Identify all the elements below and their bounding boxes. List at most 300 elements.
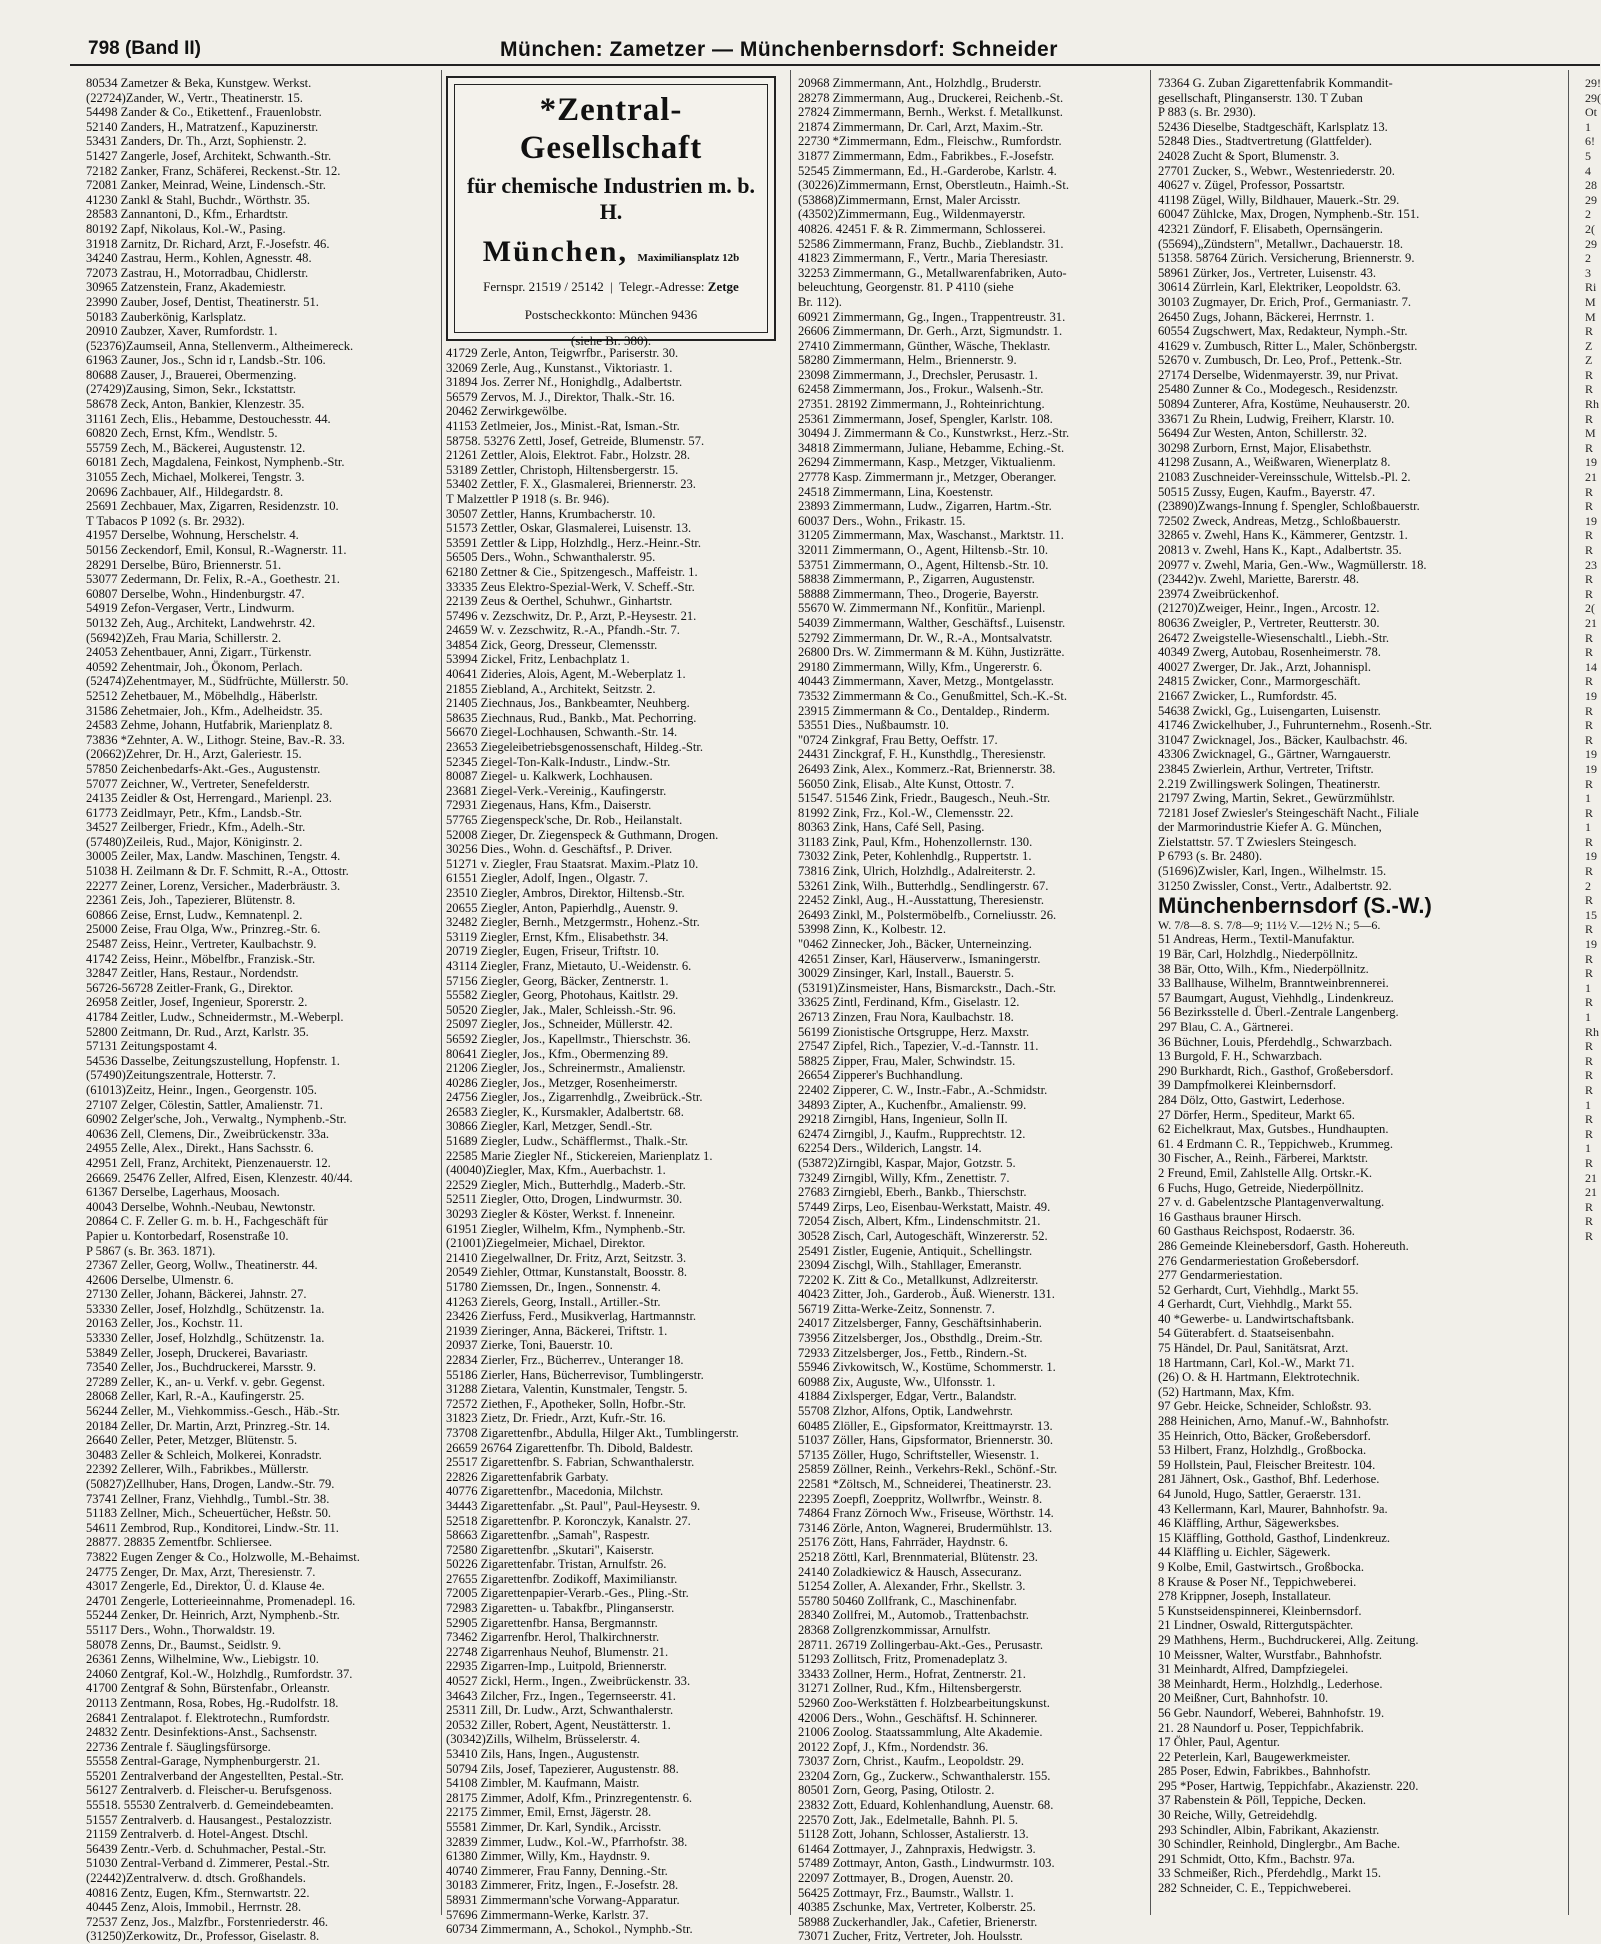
directory-entry: 52 Gerhardt, Curt, Viehhdlg., Markt 55. <box>1158 1282 1359 1297</box>
directory-entry: 26606 Zimmermann, Dr. Gerh., Arzt, Sigmundstr. 1. <box>798 324 1063 339</box>
directory-entry: 52518 Zigarettenfbr. P. Koronczyk, Kanalstr. 27. <box>446 1513 691 1528</box>
directory-entry: 24017 Zitzelsberger, Fanny, Geschäftsinhaberin. <box>798 1316 1042 1331</box>
edge-fragment: R <box>1585 1155 1594 1170</box>
edge-fragment: 2 <box>1585 251 1591 266</box>
directory-entry: 61773 Zeidlmayr, Petr., Kfm., Landsb.-Str. <box>86 805 303 820</box>
directory-entry: 54 Güterabfert. d. Staatseisenbahn. <box>1158 1326 1335 1341</box>
directory-entry: 29 Mathhens, Herm., Buchdruckerei, Allg. Zeitung. <box>1158 1632 1419 1647</box>
edge-fragment: 21 <box>1585 470 1597 485</box>
directory-entry: 6 Fuchs, Hugo, Getreide, Niederpöllnitz. <box>1158 1180 1364 1195</box>
directory-entry: 64 Junold, Hugo, Sattler, Geraerstr. 131. <box>1158 1487 1362 1501</box>
directory-entry: 41198 Zügel, Willy, Bildhauer, Mauerk.-Str. 29. <box>1158 192 1400 207</box>
directory-entry: 30483 Zeller & Schleich, Molkerei, Konradstr. <box>86 1447 322 1462</box>
directory-entry: (51696)Zwisler, Karl, Ingen., Wilhelmstr. 15. <box>1158 864 1387 879</box>
directory-entry: 52545 Zimmermann, Ed., H.-Garderobe, Karlstr. 4. <box>798 163 1057 178</box>
edge-fragment: 1 <box>1585 980 1591 995</box>
directory-entry: 30507 Zettler, Hanns, Krumbacherstr. 10. <box>446 506 656 521</box>
directory-entry: 20813 v. Zwehl, Hans K., Kapt., Adalbertstr. 35. <box>1158 543 1402 557</box>
edge-fragment: 15 <box>1585 907 1597 922</box>
directory-entry: 40445 Zenz, Alois, Immobil., Herrnstr. 28. <box>86 1900 302 1915</box>
ad-city <box>455 235 767 269</box>
directory-entry: 55670 W. Zimmermann Nf., Konfitür., Marienpl. <box>798 601 1046 616</box>
directory-entry: 53119 Ziegler, Ernst, Kfm., Elisabethstr. 34. <box>446 929 669 944</box>
directory-entry: 24659 W. v. Zezschwitz, R.-A., Pfandh.-Str. 7. <box>446 623 680 638</box>
directory-entry: 62474 Zirngibl, J., Kaufm., Rupprechtstr. 12. <box>798 1126 1026 1141</box>
directory-entry: 55708 Zlzhor, Alfons, Optik, Landwehrstr. <box>798 1404 1013 1419</box>
edge-fragment: R <box>1585 834 1594 849</box>
directory-entry: 32069 Zerle, Aug., Kunstanst., Viktoriastr. 1. <box>446 360 673 375</box>
directory-entry: 22277 Zeiner, Lorenz, Versicher., Maderbräustr. 3. <box>86 878 341 893</box>
directory-entry: 22748 Zigarrenhaus Neuhof, Blumenstr. 21. <box>446 1644 669 1659</box>
directory-entry: 24955 Zelle, Alex., Direkt., Hans Sachsstr. 6. <box>86 1141 314 1156</box>
directory-entry: 277 Gendarmeriestation. <box>1158 1268 1283 1283</box>
edge-fragment: Z <box>1585 353 1593 368</box>
edge-fragment: 1 <box>1585 1097 1591 1112</box>
directory-entry: 56505 Ders., Wohn., Schwanthalerstr. 95. <box>446 550 656 565</box>
directory-entry: 20968 Zimmermann, Ant., Holzhdlg., Bruderstr. <box>798 76 1042 90</box>
directory-entry: 30 Fischer, A., Reinh., Färberei, Marktstr. <box>1158 1151 1369 1166</box>
directory-entry: 42651 Zinser, Karl, Häuserverw., Ismaningerstr. <box>798 951 1041 966</box>
directory-entry: 30965 Zatzenstein, Franz, Akademiestr. <box>86 280 287 295</box>
directory-entry: 30183 Zimmerer, Fritz, Ingen., F.-Josefstr. 28. <box>446 1878 679 1893</box>
directory-entry: 43017 Zengerle, Ed., Direktor, Ü. d. Klause 4e. <box>86 1579 325 1594</box>
directory-entry: (61013)Zeitz, Heinr., Ingen., Georgenstr. 105. <box>86 1082 317 1097</box>
directory-entry: 50156 Zeckendorf, Emil, Konsul, R.-Wagnerstr. 11. <box>86 543 347 557</box>
directory-entry: 61464 Zottmayer, J., Zahnpraxis, Hedwigstr. 3. <box>798 1841 1036 1856</box>
directory-entry: 40423 Zitter, Joh., Garderob., Äuß. Wienerstr. 131. <box>798 1287 1055 1302</box>
directory-entry: 73364 G. Zuban Zigarettenfabrik Kommandit- <box>1158 76 1393 90</box>
directory-entry: 40443 Zimmermann, Xaver, Metzg., Montgelasstr. <box>798 674 1054 689</box>
directory-entry: 56 Bezirksstelle d. Überl.-Zentrale Langenberg. <box>1158 1005 1399 1020</box>
column-4-entries <box>1158 76 1548 893</box>
directory-entry: 31894 Jos. Zerrer Nf., Honighdlg., Adalbertstr. <box>446 375 683 390</box>
edge-fragment: 2 <box>1585 878 1591 893</box>
directory-entry: 50515 Zussy, Eugen, Kaufm., Bayerstr. 47. <box>1158 484 1376 499</box>
directory-entry: 72054 Zisch, Albert, Kfm., Lindenschmitstr. 21. <box>798 1214 1041 1229</box>
directory-entry: 50894 Zunterer, Afra, Kostüme, Neuhauserstr. 20. <box>1158 397 1411 412</box>
directory-entry: 73146 Zörle, Anton, Wagnerei, Brudermühlstr. 13. <box>798 1520 1053 1535</box>
directory-entry: 40592 Zehentmair, Joh., Ökonom, Perlach. <box>86 659 303 674</box>
directory-entry: 40286 Ziegler, Jos., Metzger, Rosenheimerstr. <box>446 1075 678 1090</box>
directory-entry: 9 Kolbe, Emil, Gastwirtsch., Großbocka. <box>1158 1559 1365 1574</box>
directory-entry: 58758. 53276 Zettl, Josef, Getreide, Blumenstr. 57. <box>446 433 705 448</box>
directory-entry: 53330 Zeller, Josef, Holzhdlg., Schützenstr. 1a. <box>86 1301 325 1316</box>
directory-entry: 19 Bär, Carl, Holzhdlg., Niederpöllnitz. <box>1158 947 1358 962</box>
directory-entry: (53191)Zinsmeister, Hans, Bismarckstr., Dach.-Str. <box>798 980 1056 995</box>
directory-entry: 53591 Zettler & Lipp, Holzhdlg., Herz.-Heinr.-Str. <box>446 535 701 550</box>
directory-entry: 50794 Zils, Josef, Tapezierer, Augustenstr. 88. <box>446 1761 679 1776</box>
directory-entry: 52800 Zeitmann, Dr. Rud., Arzt, Karlstr. 35. <box>86 1024 309 1039</box>
directory-entry: 41742 Zeiss, Heinr., Möbelfbr., Franzisk.-Str. <box>86 951 316 966</box>
directory-entry: 288 Heinichen, Arno, Manuf.-W., Bahnhofstr. <box>1158 1414 1390 1429</box>
directory-entry: 72182 Zanker, Franz, Schäferei, Reckenst.-Str. 12. <box>86 163 341 178</box>
directory-entry: 54498 Zander & Co., Etikettenf., Frauenlobstr. <box>86 105 322 120</box>
edge-fragment: R <box>1585 1126 1594 1141</box>
directory-entry: T Malzettler P 1918 (s. Br. 946). <box>446 491 610 506</box>
directory-entry: 38 Bär, Otto, Wilh., Kfm., Niederpöllnitz. <box>1158 961 1369 976</box>
directory-entry: (30342)Zills, Wilhelm, Brüsselerstr. 4. <box>446 1732 641 1747</box>
directory-entry: 23094 Zischgl, Wilh., Stahllager, Emeranstr. <box>798 1258 1022 1273</box>
ad-frame <box>454 84 768 348</box>
directory-entry: Br. 112). <box>798 294 842 309</box>
directory-entry: 21159 Zentralverb. d. Hotel-Angest. Dtschl. <box>86 1827 308 1842</box>
edge-fragment: R <box>1585 572 1594 587</box>
edge-fragment: Ot <box>1585 105 1597 120</box>
directory-entry: P 883 (s. Br. 2930). <box>1158 105 1256 120</box>
directory-entry: 42006 Ders., Wohn., Geschäftsf. H. Schinnerer. <box>798 1710 1038 1725</box>
directory-entry: 28068 Zeller, Karl, R.-A., Kaufingerstr. 25. <box>86 1389 305 1404</box>
directory-entry: 30298 Zurborn, Ernst, Major, Elisabethstr. <box>1158 440 1372 455</box>
directory-entry: 20462 Zerwirkgewölbe. <box>446 404 568 419</box>
directory-entry: 56494 Zur Westen, Anton, Schillerstr. 32. <box>1158 426 1367 441</box>
directory-entry: 72005 Zigarettenpapier-Verarb.-Ges., Pling.-Str. <box>446 1586 689 1601</box>
directory-entry: 22175 Zimmer, Emil, Ernst, Jägerstr. 28. <box>446 1805 652 1820</box>
directory-entry: 22834 Zierler, Frz., Bücherrev., Unteranger 18. <box>446 1352 684 1367</box>
directory-entry: 57696 Zimmermann-Werke, Karlstr. 37. <box>446 1907 649 1922</box>
edge-fragment: Rh <box>1585 1024 1600 1039</box>
directory-entry: 73822 Eugen Zenger & Co., Holzwolle, M.-Behaimst. <box>86 1549 360 1564</box>
directory-entry: 22736 Zentrale f. Säuglingsfürsorge. <box>86 1739 271 1754</box>
directory-entry: 26659 26764 Zigarettenfbr. Th. Dibold, Baldestr. <box>446 1440 694 1455</box>
directory-entry: 21. 28 Naundorf u. Poser, Teppichfabrik. <box>1158 1720 1364 1735</box>
directory-entry: 22 Peterlein, Karl, Baugewerkmeister. <box>1158 1749 1351 1764</box>
edge-fragment: R <box>1585 703 1594 718</box>
directory-entry: 23681 Ziegel-Verk.-Vereinig., Kaufingerstr. <box>446 783 667 798</box>
directory-entry: 60485 Zlöller, E., Gipsformator, Kreittmayrstr. 13. <box>798 1418 1053 1433</box>
edge-fragment: 2( <box>1585 221 1595 236</box>
edge-fragment: 2( <box>1585 601 1595 616</box>
directory-entry: 22529 Ziegler, Mich., Butterhdlg., Maderb.-Str. <box>446 1177 686 1192</box>
directory-entry: 39 Dampfmolkerei Kleinbernsdorf. <box>1158 1078 1337 1093</box>
directory-entry: 32839 Zimmer, Ludw., Kol.-W., Pfarrhofstr. 38. <box>446 1834 688 1849</box>
directory-entry: 38 Meinhardt, Herm., Holzhdlg., Lederhose. <box>1158 1676 1383 1691</box>
directory-entry: P 6793 (s. Br. 2480). <box>1158 849 1263 864</box>
directory-entry: 80363 Zink, Hans, Café Sell, Pasing. <box>798 820 985 835</box>
directory-entry: 61951 Ziegler, Wilhelm, Kfm., Nymphenb.-Str. <box>446 1221 686 1236</box>
directory-entry: (21270)Zweiger, Heinr., Ingen., Arcostr. 12. <box>1158 601 1380 616</box>
directory-entry: 28877. 28835 Zementfbr. Schliersee. <box>86 1535 273 1550</box>
directory-entry: 2 Freund, Emil, Zahlstelle Allg. Ortskr.-K. <box>1158 1165 1373 1180</box>
directory-entry: 21405 Ziechnaus, Jos., Bankbeamter, Neuhberg. <box>446 696 690 711</box>
directory-entry: 73071 Zucher, Fritz, Vertreter, Joh. Houlsstr. <box>798 1929 1023 1944</box>
directory-entry: (52) Hartmann, Max, Kfm. <box>1158 1384 1295 1399</box>
directory-entry: 20937 Zierke, Toni, Bauerstr. 10. <box>446 1338 613 1353</box>
directory-entry: 26669. 25476 Zeller, Alfred, Eisen, Klenzestr. 40/44. <box>86 1170 353 1185</box>
edge-fragment: R <box>1585 951 1594 966</box>
directory-entry: 32847 Zeitler, Hans, Restaur., Nordendstr. <box>86 966 299 981</box>
directory-entry: der Marmorindustrie Kiefer A. G. München, <box>1158 820 1382 835</box>
directory-entry: 73741 Zellner, Franz, Viehhdlg., Tumbl.-Str. 38. <box>86 1491 330 1506</box>
directory-entry: 26583 Ziegler, K., Kursmakler, Adalbertstr. 68. <box>446 1104 684 1119</box>
directory-entry: 36 Büchner, Louis, Pferdehdlg., Schwarzbach. <box>1158 1034 1393 1049</box>
column-1 <box>86 76 441 1944</box>
edge-fragment: R <box>1585 324 1594 339</box>
directory-entry: 31288 Zietara, Valentin, Kunstmaler, Tengstr. 5. <box>446 1382 688 1397</box>
directory-entry: 57850 Zeichenbedarfs-Akt.-Ges., Augustenstr. <box>86 761 321 776</box>
ad-subtitle: für chemische Industrien m. b. H. <box>466 173 756 224</box>
directory-entry: 26361 Zenns, Wilhelmine, Ww., Liebigstr. 10. <box>86 1652 319 1667</box>
edge-fragment: R <box>1585 1112 1594 1127</box>
directory-entry: 80192 Zapf, Nikolaus, Kol.-W., Pasing. <box>86 221 286 236</box>
directory-entry: 52008 Zieger, Dr. Ziegenspeck & Guthmann, Drogen. <box>446 827 719 842</box>
directory-entry: 73532 Zimmermann & Co., Genußmittel, Sch.-K.-St. <box>798 688 1067 703</box>
directory-entry: 55759 Zech, M., Bäckerei, Augustenstr. 12. <box>86 440 306 455</box>
directory-entry: 20163 Zeller, Jos., Kochstr. 11. <box>86 1316 243 1331</box>
directory-entry: 60037 Ders., Wohn., Frikastr. 15. <box>798 513 966 528</box>
directory-entry: 60820 Zech, Ernst, Kfm., Wendlstr. 5. <box>86 426 278 441</box>
directory-entry: 23990 Zauber, Josef, Dentist, Theatinerstr. 51. <box>86 294 319 309</box>
directory-entry: 32253 Zimmermann, G., Metallwarenfabriken, Auto- <box>798 265 1067 280</box>
directory-entry: 24701 Zengerle, Lotterieeinnahme, Promenadepl. 16. <box>86 1593 356 1608</box>
directory-entry: 51271 v. Ziegler, Frau Staatsrat. Maxim.-Platz 10. <box>446 856 699 871</box>
directory-entry: 73540 Zeller, Jos., Buchdruckerei, Marsstr. 9. <box>86 1360 316 1375</box>
directory-entry: 27130 Zeller, Johann, Bäckerei, Jahnstr. 27. <box>86 1287 307 1302</box>
edge-fragment: Z <box>1585 338 1593 353</box>
directory-entry: (23890)Zwangs-Innung f. Spengler, Schloßbauerstr. <box>1158 499 1420 514</box>
directory-entry: 40740 Zimmerer, Frau Fanny, Denning.-Str. <box>446 1863 668 1878</box>
directory-entry: 20864 C. F. Zeller G. m. b. H., Fachgeschäft für <box>86 1214 328 1229</box>
directory-entry: 20 Meißner, Curt, Bahnhofstr. 10. <box>1158 1691 1329 1706</box>
edge-fragment: R <box>1585 805 1594 820</box>
directory-entry: (40040)Ziegler, Max, Kfm., Auerbachstr. 1. <box>446 1163 666 1178</box>
edge-fragment: 19 <box>1585 761 1597 776</box>
directory-entry: 22730 *Zimmermann, Edm., Fleischw., Rumfordstr. <box>798 134 1062 149</box>
directory-entry: 40641 Zideries, Alois, Agent, M.-Weberplatz 1. <box>446 667 686 682</box>
directory-entry: 73032 Zink, Peter, Kohlenhdlg., Ruppertstr. 1. <box>798 849 1032 864</box>
edge-fragment: R <box>1585 1199 1594 1214</box>
directory-entry: 34854 Zick, Georg, Dresseur, Clemensstr. <box>446 637 658 652</box>
directory-entry: 17 Öhler, Paul, Agentur. <box>1158 1735 1280 1750</box>
directory-entry: 23426 Zierfuss, Ferd., Musikverlag, Hartmannstr. <box>446 1309 697 1324</box>
directory-entry: 56579 Zervos, M. J., Direktor, Thalk.-Str. 16. <box>446 389 675 404</box>
directory-entry: 73956 Zitzelsberger, Jos., Obsthdlg., Dreim.-Str. <box>798 1331 1043 1346</box>
directory-entry: 278 Krippner, Joseph, Installateur. <box>1158 1589 1331 1604</box>
directory-entry: 27351. 28192 Zimmermann, J., Rohteinrichtung. <box>798 397 1045 412</box>
directory-entry: 72181 Josef Zwiesler's Steingeschäft Nacht., Filiale <box>1158 805 1419 820</box>
directory-entry: beleuchtung, Georgenstr. 81. P 4110 (siehe <box>798 280 1014 295</box>
directory-entry: 61380 Zimmer, Willy, Km., Haydnstr. 9. <box>446 1849 650 1864</box>
directory-entry: 43114 Ziegler, Franz, Mietauto, U.-Weidenstr. 6. <box>446 958 692 973</box>
directory-entry: 284 Dölz, Otto, Gastwirt, Lederhose. <box>1158 1092 1345 1107</box>
directory-entry: 34818 Zimmermann, Juliane, Hebamme, Eching.-St. <box>798 440 1065 455</box>
edge-fragment: R <box>1585 411 1594 426</box>
directory-entry: 31205 Zimmermann, Max, Waschanst., Marktstr. 11. <box>798 528 1064 543</box>
directory-entry: 22452 Zinkl, Aug., H.-Ausstattung, Theresienstr. <box>798 893 1045 908</box>
directory-entry: 56592 Ziegler, Jos., Kapellmstr., Thierschstr. 36. <box>446 1031 691 1046</box>
directory-entry: 54108 Zimbler, M. Kaufmann, Maistr. <box>446 1776 640 1791</box>
directory-entry: (57480)Zeileis, Rud., Major, Königinstr. 2. <box>86 834 303 849</box>
directory-entry: 281 Jähnert, Osk., Gasthof, Bhf. Lederhose. <box>1158 1472 1380 1487</box>
directory-entry: 25480 Zunner & Co., Modegesch., Residenzstr. <box>1158 382 1398 397</box>
ad-company-name: *Zentral-Gesellschaft <box>519 92 703 166</box>
directory-entry: 30293 Ziegler & Köster, Werkst. f. Inneneinr. <box>446 1207 676 1222</box>
directory-entry: 52905 Zigarettenfbr. Hansa, Bergmannstr. <box>446 1615 658 1630</box>
edge-fragment: 1 <box>1585 119 1591 134</box>
directory-entry: 20532 Ziller, Robert, Agent, Neustätterstr. 1. <box>446 1717 671 1732</box>
directory-entry: 60554 Zugschwert, Max, Redakteur, Nymph.-Str. <box>1158 324 1408 339</box>
advertisement <box>446 76 776 348</box>
directory-entry: 62 Eichelkraut, Max, Gutsbes., Hundhaupten. <box>1158 1122 1389 1137</box>
edge-fragment: R <box>1585 586 1594 601</box>
edge-fragment: R <box>1585 528 1594 543</box>
directory-entry: 27289 Zeller, K., an- u. Verkf. v. gebr. Gegenst. <box>86 1374 326 1389</box>
edge-fragment: 19 <box>1585 937 1597 952</box>
directory-entry: 51547. 51546 Zink, Friedr., Baugesch., Neuh.-Str. <box>798 791 1051 806</box>
directory-entry: 32482 Ziegler, Bernh., Metzgermstr., Hohenz.-Str. <box>446 915 700 930</box>
directory-entry: 24583 Zehme, Johann, Hutfabrik, Marienplatz 8. <box>86 718 333 733</box>
edge-fragment: R <box>1585 674 1594 689</box>
section-heading: Münchenbernsdorf (S.-W.) <box>1158 893 1432 919</box>
directory-entry: 46 Kläffling, Arthur, Sägewerksbes. <box>1158 1516 1340 1531</box>
ad-telegram: Zetge <box>707 279 739 294</box>
directory-entry: 40385 Zschunke, Max, Vertreter, Kolberstr. 25. <box>798 1900 1036 1915</box>
directory-entry: 28340 Zollfrei, M., Automob., Trattenbachstr. <box>798 1608 1029 1623</box>
directory-entry: 56050 Zink, Elisab., Alte Kunst, Ottostr. 7. <box>798 776 1015 791</box>
ad-postscheck: Postscheckkonto: München 9436 <box>524 307 698 322</box>
directory-entry: 72572 Ziethen, F., Apotheker, Solln, Hofbr.-Str. <box>446 1396 686 1411</box>
directory-entry: 27107 Zelger, Cölestin, Sattler, Amalienstr. 71. <box>86 1097 323 1112</box>
directory-entry: 51030 Zentral-Verband d. Zimmerer, Pestal.-Str. <box>86 1856 330 1871</box>
directory-entry: 27 Dörfer, Herm., Spediteur, Markt 65. <box>1158 1107 1355 1122</box>
directory-entry: 44 Kläffling u. Eichler, Sägewerk. <box>1158 1545 1331 1560</box>
directory-entry: 80534 Zametzer & Beka, Kunstgew. Werkst. <box>86 76 312 90</box>
directory-entry: 58988 Zuckerhandler, Jak., Cafetier, Brienerstr. <box>798 1914 1038 1929</box>
edge-fragment: 29( <box>1585 90 1601 105</box>
column-divider <box>441 70 442 1915</box>
directory-entry: 31055 Zech, Michael, Molkerei, Tengstr. 3. <box>86 470 305 485</box>
directory-entry: 30866 Ziegler, Karl, Metzger, Sendl.-Str. <box>446 1119 653 1134</box>
directory-entry: 24431 Zinckgraf, F. H., Kunsthdlg., Theresienstr. <box>798 747 1046 762</box>
directory-entry: 21797 Zwing, Martin, Sekret., Gewürzmühlstr. <box>1158 791 1395 806</box>
directory-entry: 34643 Zilcher, Frz., Ingen., Tegernseerstr. 41. <box>446 1688 676 1703</box>
directory-entry: 61963 Zauner, Jos., Schn id r, Landsb.-Str. 106. <box>86 353 326 368</box>
directory-entry: 24832 Zentr. Desinfektions-Anst., Sachsenstr. <box>86 1725 318 1740</box>
directory-entry: 43306 Zwicknagel, G., Gärtner, Warngauerstr. <box>1158 747 1391 762</box>
directory-entry: 80688 Zauser, J., Brauerei, Obermenzing. <box>86 367 297 382</box>
directory-entry: 25517 Zigarettenfbr. S. Fabrian, Schwanthalerstr. <box>446 1455 695 1470</box>
directory-entry: 21939 Zieringer, Anna, Bäckerei, Triftstr. 1. <box>446 1323 668 1338</box>
directory-entry: 30256 Dies., Wohn. d. Geschäftsf., P. Driver. <box>446 842 673 857</box>
edge-fragment: 29 <box>1585 192 1597 207</box>
directory-entry: 40027 Zwerger, Dr. Jak., Arzt, Johannispl. <box>1158 659 1371 674</box>
edge-fragment: R <box>1585 922 1594 937</box>
directory-entry: 62458 Zimmermann, Jos., Frokur., Walsenh.-Str. <box>798 382 1044 397</box>
directory-entry: 27 v. d. Gabelentzsche Plantagenverwaltung. <box>1158 1195 1385 1210</box>
directory-entry: 8 Krause & Poser Nf., Teppichweberei. <box>1158 1574 1357 1589</box>
column-divider <box>1568 70 1569 1915</box>
ad-phone-numbers: 21519 / 25142 <box>528 279 604 294</box>
edge-fragment: 19 <box>1585 849 1597 864</box>
directory-entry: 55558 Zentral-Garage, Nymphenburgerstr. 21. <box>86 1754 321 1769</box>
directory-entry: 24518 Zimmermann, Lina, Koestenstr. <box>798 484 994 499</box>
directory-entry: 24053 Zehentbauer, Anni, Zigarr., Türkenstr. <box>86 645 312 660</box>
directory-entry: 52586 Zimmermann, Franz, Buchb., Zieblandstr. 31. <box>798 236 1064 251</box>
directory-entry: 58961 Zürker, Jos., Vertreter, Luisenstr. 43. <box>1158 265 1377 280</box>
directory-entry: 52345 Ziegel-Ton-Kalk-Industr., Lindw.-Str. <box>446 754 671 769</box>
directory-entry: 53998 Zinn, K., Kolbestr. 12. <box>798 922 946 937</box>
directory-entry: 13 Burgold, F. H., Schwarzbach. <box>1158 1049 1323 1064</box>
section-hours: W. 7/8—8. S. 7/8—9; 11½ V.—12½ N.; 5—6. <box>1158 917 1381 932</box>
edge-fragment: 29! <box>1585 76 1601 90</box>
directory-entry: 20696 Zachbauer, Alf., Hildegardstr. 8. <box>86 484 284 499</box>
directory-entry: (26) O. & H. Hartmann, Elektrotechnik. <box>1158 1370 1360 1385</box>
directory-entry: (30226)Zimmermann, Ernst, Oberstleutn., Haimh.-St. <box>798 178 1070 193</box>
directory-entry: 27547 Zipfel, Rich., Tapezier, V.-d.-Tannstr. 11. <box>798 1039 1039 1054</box>
edge-fragment: 21 <box>1585 1170 1597 1185</box>
directory-entry: 53849 Zeller, Joseph, Druckerei, Bavariastr. <box>86 1345 308 1360</box>
directory-entry: 25176 Zött, Hans, Fahrräder, Haydnstr. 6. <box>798 1535 1009 1550</box>
directory-entry: 56244 Zeller, M., Viehkommiss.-Gesch., Häb.-Str. <box>86 1404 340 1419</box>
directory-entry: 21667 Zwicker, L., Rumfordstr. 45. <box>1158 688 1337 703</box>
directory-entry: 34240 Zastrau, Herm., Kohlen, Agnesstr. 48. <box>86 251 312 266</box>
edge-fragment: R <box>1585 630 1594 645</box>
directory-entry: 53410 Zils, Hans, Ingen., Augustenstr. <box>446 1747 640 1761</box>
directory-entry: 20549 Ziehler, Ottmar, Kunstanstalt, Boosstr. 8. <box>446 1265 688 1280</box>
edge-fragment: R <box>1585 1082 1594 1097</box>
directory-entry: 31918 Zarnitz, Dr. Richard, Arzt, F.-Josefstr. 46. <box>86 236 330 251</box>
directory-entry: 40349 Zwerg, Autobau, Rosenheimerstr. 78. <box>1158 645 1381 660</box>
directory-entry: 80641 Ziegler, Jos., Kfm., Obermenzing 89. <box>446 1046 669 1061</box>
directory-entry: 20184 Zeller, Dr. Martin, Arzt, Prinzreg.-Str. 14. <box>86 1418 330 1433</box>
edge-fragment: M <box>1585 294 1596 309</box>
directory-entry: 61551 Ziegler, Adolf, Ingen., Olgastr. 7. <box>446 871 649 886</box>
directory-entry: 72081 Zanker, Meinrad, Weine, Lindensch.-Str. <box>86 178 326 193</box>
directory-entry: 60807 Derselbe, Wohn., Hindenburgstr. 47. <box>86 586 305 601</box>
directory-entry: 51128 Zott, Johann, Schlosser, Astalierstr. 13. <box>798 1827 1029 1842</box>
directory-entry: 56 Gebr. Naundorf, Weberei, Bahnhofstr. 19. <box>1158 1705 1385 1720</box>
directory-entry: 33335 Zeus Elektro-Spezial-Werk, V. Scheff.-Str. <box>446 579 695 594</box>
directory-entry: (23442)v. Zwehl, Mariette, Barerstr. 48. <box>1158 572 1359 587</box>
directory-entry: 81992 Zink, Frz., Kol.-W., Clemensstr. 22. <box>798 805 1014 820</box>
directory-entry: 55581 Zimmer, Dr. Karl, Syndik., Arcisstr. <box>446 1819 662 1834</box>
directory-entry: 23893 Zimmermann, Ludw., Zigarren, Hartm.-Str. <box>798 499 1052 514</box>
directory-entry: 26640 Zeller, Peter, Metzger, Blütenstr. 5. <box>86 1433 298 1448</box>
directory-entry: 41729 Zerle, Anton, Teigwrfbr., Pariserstr. 30. <box>446 346 679 360</box>
directory-entry: 26493 Zink, Alex., Kommerz.-Rat, Briennerstr. 38. <box>798 761 1056 776</box>
directory-entry: 32865 v. Zwehl, Hans K., Kämmerer, Gentzstr. 1. <box>1158 528 1408 543</box>
edge-fragment: R <box>1585 367 1594 382</box>
directory-entry: 31250 Zwissler, Const., Vertr., Adalbertstr. 92. <box>1158 878 1392 893</box>
directory-entry: 21 Lindner, Oswald, Rittergutspächter. <box>1158 1618 1354 1633</box>
directory-entry: 56670 Ziegel-Lochhausen, Schwanth.-Str. 14. <box>446 725 678 740</box>
directory-entry: 24060 Zentgraf, Kol.-W., Holzhdlg., Rumfordstr. 37. <box>86 1666 353 1681</box>
directory-entry: 30 Schindler, Reinhold, Dinglergbr., Am Bache. <box>1158 1837 1401 1852</box>
directory-entry: 51183 Zellner, Mich., Scheuertücher, Heßstr. 50. <box>86 1506 332 1521</box>
directory-entry: 30103 Zugmayer, Dr. Erich, Prof., Germaniastr. 7. <box>1158 294 1412 309</box>
directory-entry: 54536 Dasselbe, Zeitungszustellung, Hopfenstr. 1. <box>86 1053 340 1068</box>
directory-entry: 73836 *Zehnter, A. W., Lithogr. Steine, Bav.-R. 33. <box>86 732 345 747</box>
directory-entry: 53189 Zettler, Christoph, Hiltensbergerstr. 15. <box>446 462 679 477</box>
column-2 <box>446 346 786 1937</box>
running-title: München: Zametzer — Münchenbernsdorf: Schneider <box>500 38 1058 61</box>
directory-entry: 58888 Zimmermann, Theo., Drogerie, Bayerstr. <box>798 586 1039 601</box>
directory-entry: 53330 Zeller, Josef, Holzhdlg., Schützenstr. 1a. <box>86 1331 325 1346</box>
directory-entry: 53431 Zanders, Dr. Th., Arzt, Sophienstr. 2. <box>86 134 307 149</box>
column-4-phonebook <box>1158 932 1548 1895</box>
directory-entry: 58663 Zigarettenfbr. „Samah", Raspestr. <box>446 1528 650 1543</box>
edge-fragment: 4 <box>1585 163 1591 178</box>
directory-entry: 41823 Zimmermann, F., Vertr., Maria Theresiastr. <box>798 251 1049 266</box>
directory-entry: 25000 Zeise, Frau Olga, Ww., Prinzreg.-Str. 6. <box>86 922 321 937</box>
directory-entry: 16 Gasthaus brauner Hirsch. <box>1158 1209 1302 1224</box>
directory-entry: gesellschaft, Plinganserstr. 130. T Zuban <box>1158 90 1363 105</box>
directory-entry: 31 Meinhardt, Alfred, Dampfziegelei. <box>1158 1662 1349 1677</box>
ad-contact-row: Fernspr. 21519 / 25142 | Telegr.-Adresse: Zetge <box>483 279 739 294</box>
directory-entry: (21001)Ziegelmeier, Michael, Direktor. <box>446 1236 646 1251</box>
directory-entry: 57135 Zöller, Hugo, Schriftsteller, Wiesenstr. 1. <box>798 1447 1039 1462</box>
directory-entry: 56726-56728 Zeitler-Frank, G., Direktor. <box>86 980 294 995</box>
directory-entry: 57496 v. Zezschwitz, Dr. P., Arzt, P.-Heysestr. 21. <box>446 608 697 623</box>
